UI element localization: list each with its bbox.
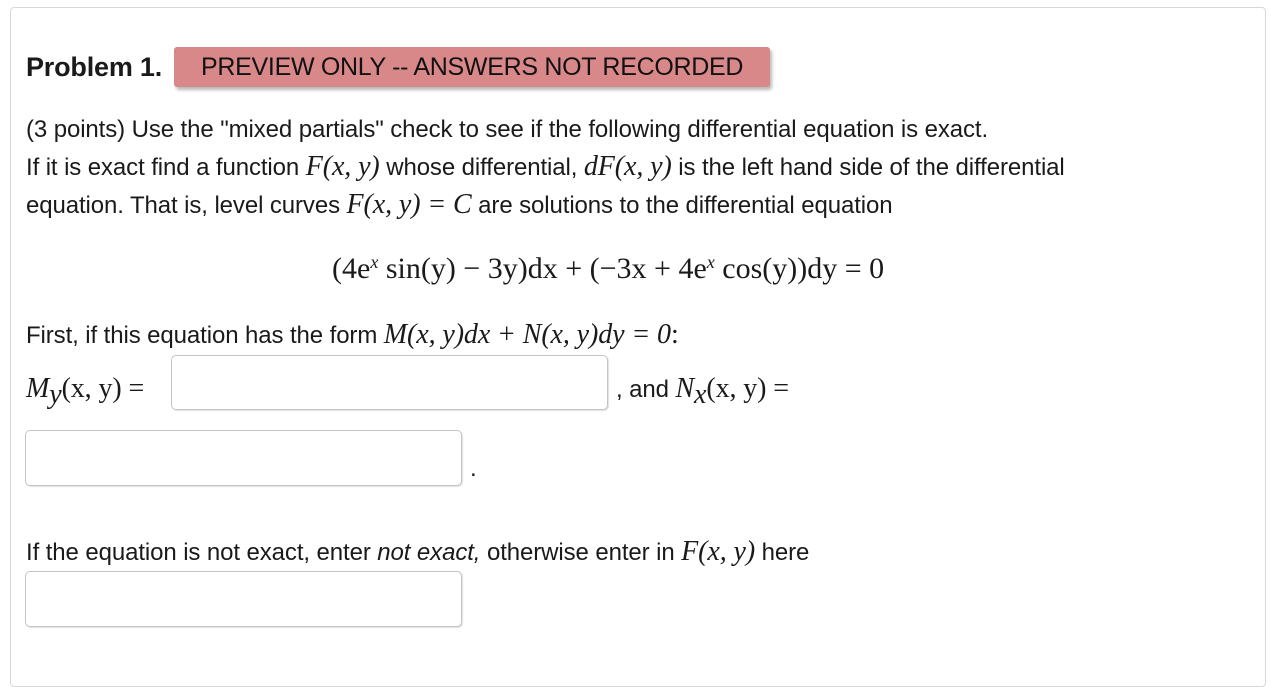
differential-equation: ($4e^x$ $\sin(y) - 3y)dx + (-3x + 4e^x$ cos(y))dy = 0	[332, 252, 885, 285]
My-label: $M_y(x$, y) =	[26, 373, 145, 410]
Nx-label: , and $N_x(x$, y) =	[616, 373, 789, 410]
F-prompt: If the equation is not exact, enter not exact, otherwise enter in F(x, y) here	[26, 536, 810, 567]
F-answer-input[interactable]	[25, 571, 462, 627]
differential-dF: dF(x, y)	[583, 151, 672, 182]
level-curve-expr: F(x, y) = C	[346, 189, 472, 220]
Nx-answer-input[interactable]	[25, 430, 462, 486]
statement-line-3: equation. That is, level curves F(x, y) = C are solutions to the differential equation	[26, 189, 893, 220]
preview-badge: PREVIEW ONLY -- ANSWERS NOT RECORDED	[174, 47, 770, 87]
form-line: First, if this equation has the form M(x, y)dx + N(x, y)dy = 0:	[26, 319, 679, 350]
statement-line-2: If it is exact find a function F(x, y) whose differential, dF(x, y) is the left hand side of the differential	[26, 151, 1065, 182]
problem-title: Problem 1.	[26, 51, 163, 82]
form-math: M(x, y)dx + N(x, y)dy = 0	[383, 319, 671, 350]
statement-line-1: (3 points) Use the "mixed partials" check to see if the following differential equation is exact.	[26, 116, 989, 143]
period: .	[470, 455, 477, 482]
My-answer-input[interactable]	[171, 355, 608, 410]
function-F: F(x, y)	[305, 151, 380, 182]
problem-header	[26, 45, 770, 89]
